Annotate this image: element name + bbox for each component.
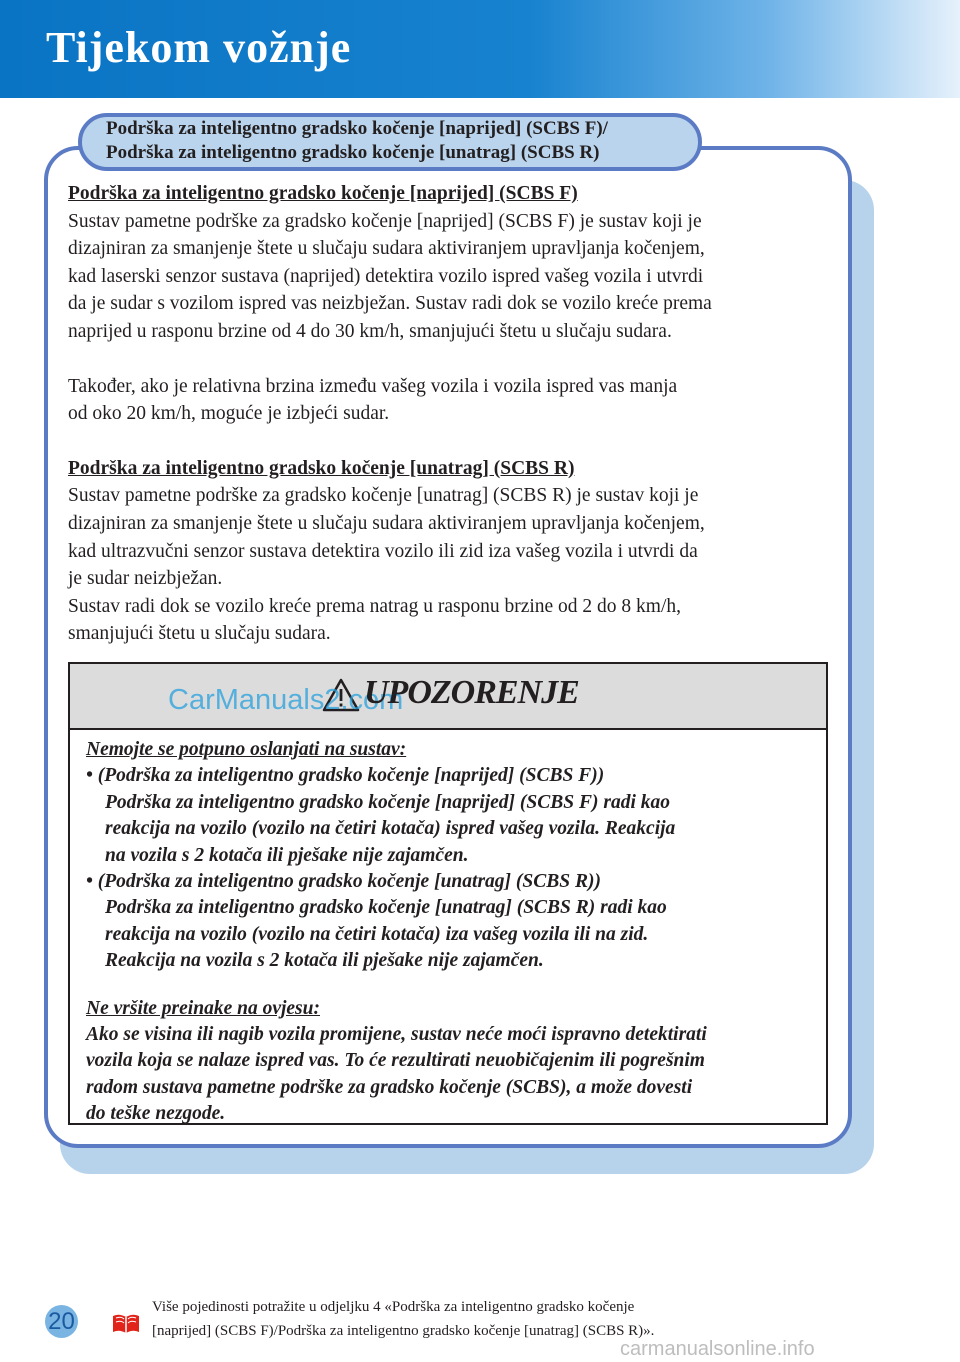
text-line: na vozila s 2 kotača ili pješake nije zajamčen. [105, 844, 469, 866]
text-line: od oko 20 km/h, moguće je izbjeći sudar. [68, 403, 390, 425]
text-line: Ako se visina ili nagib vozila promijene, sustav neće moći ispravno detektirati [86, 1024, 707, 1046]
section-heading-scbs-f: Podrška za inteligentno gradsko kočenje [naprijed] (SCBS F) [68, 183, 578, 204]
text-line: Reakcija na vozila s 2 kotača ili pješake nije zajamčen. [105, 950, 544, 972]
warning-box [68, 662, 828, 1125]
watermark-text: CarManuals2.com [168, 684, 404, 716]
text-line: Sustav radi dok se vozilo kreće prema natrag u rasponu brzine od 2 do 8 km/h, [68, 595, 682, 617]
page-number: 20 [45, 1305, 78, 1338]
text-line: vozila koja se nalaze ispred vas. To će rezultirati neuobičajenim ili pogrešnim [86, 1050, 705, 1072]
content-body [68, 180, 838, 648]
warning-header [70, 664, 826, 730]
warning-body [86, 737, 826, 1128]
text-line: Podrška za inteligentno gradsko kočenje [unatrag] (SCBS R) radi kao [105, 897, 667, 919]
text-line: Sustav pametne podrške za gradsko kočenje [unatrag] (SCBS R) je sustav koji je [68, 485, 699, 507]
warning-subheading: Ne vršite preinake na ovjesu: [86, 997, 320, 1019]
text-line: kad ultrazvučni senzor sustava detektira vozilo ili zid iza vašeg vozila i utvrdi da [68, 540, 698, 562]
text-line: kad laserski senzor sustava (naprijed) detektira vozilo ispred vašeg vozila i utvrdi [68, 265, 704, 287]
text-line: da je sudar s vozilom ispred vas neizbježan. Sustav radi dok se vozilo kreće prema [68, 293, 712, 315]
text-line: Podrška za inteligentno gradsko kočenje [naprijed] (SCBS F) radi kao [105, 791, 671, 813]
text-line: radom sustava pametne podrške za gradsko kočenje (SCBS), a može dovesti [86, 1076, 693, 1098]
bullet-heading: • (Podrška za inteligentno gradsko kočenje [naprijed] (SCBS F)) [86, 765, 605, 787]
footer-line: Više pojedinosti potražite u odjeljku 4 «Podrška za inteligentno gradsko kočenje [152, 1299, 635, 1315]
section-heading-scbs-r: Podrška za inteligentno gradsko kočenje [unatrag] (SCBS R) [68, 457, 575, 479]
section-tab-title [106, 117, 608, 165]
open-book-icon [111, 1312, 141, 1334]
bullet-heading: • (Podrška za inteligentno gradsko kočenje [unatrag] (SCBS R)) [86, 871, 601, 893]
text-line: dizajniran za smanjenje štete u slučaju sudara aktiviranjem upravljanja kočenjem, [68, 238, 705, 260]
footer-line: [naprijed] (SCBS F)/Podrška za inteligentno gradsko kočenje [unatrag] (SCBS R)». [152, 1323, 655, 1339]
text-line: dizajniran za smanjenje štete u slučaju sudara aktiviranjem upravljanja kočenjem, [68, 512, 705, 534]
page-title: Tijekom vožnje [46, 23, 352, 72]
warning-subheading: Nemojte se potpuno oslanjati na sustav: [86, 739, 407, 760]
text-line: je sudar neizbježan. [68, 568, 223, 590]
text-line: reakcija na vozilo (vozilo na četiri kotača) ispred vašeg vozila. Reakcija [105, 818, 676, 840]
tab-title-line: Podrška za inteligentno gradsko kočenje [unatrag] (SCBS R) [106, 142, 600, 163]
footer-watermark: carmanualsonline.info [620, 1338, 815, 1360]
text-line: smanjujući štetu u slučaju sudara. [68, 623, 331, 645]
text-line: Također, ako je relativna brzina između vašeg vozila i vozila ispred vas manja [68, 375, 678, 397]
tab-title-line: Podrška za inteligentno gradsko kočenje [naprijed] (SCBS F)/ [106, 118, 608, 139]
warning-title: UPOZORENJE [364, 674, 579, 711]
text-line: naprijed u rasponu brzine od 4 do 30 km/h, smanjujući štetu u slučaju sudara. [68, 320, 672, 342]
text-line: do teške nezgode. [86, 1103, 226, 1125]
footer-reference [152, 1295, 654, 1343]
text-line: Sustav pametne podrške za gradsko kočenje [naprijed] (SCBS F) je sustav koji je [68, 210, 702, 232]
text-line: reakcija na vozilo (vozilo na četiri kotača) iza vašeg vozila ili na zid. [105, 923, 649, 945]
